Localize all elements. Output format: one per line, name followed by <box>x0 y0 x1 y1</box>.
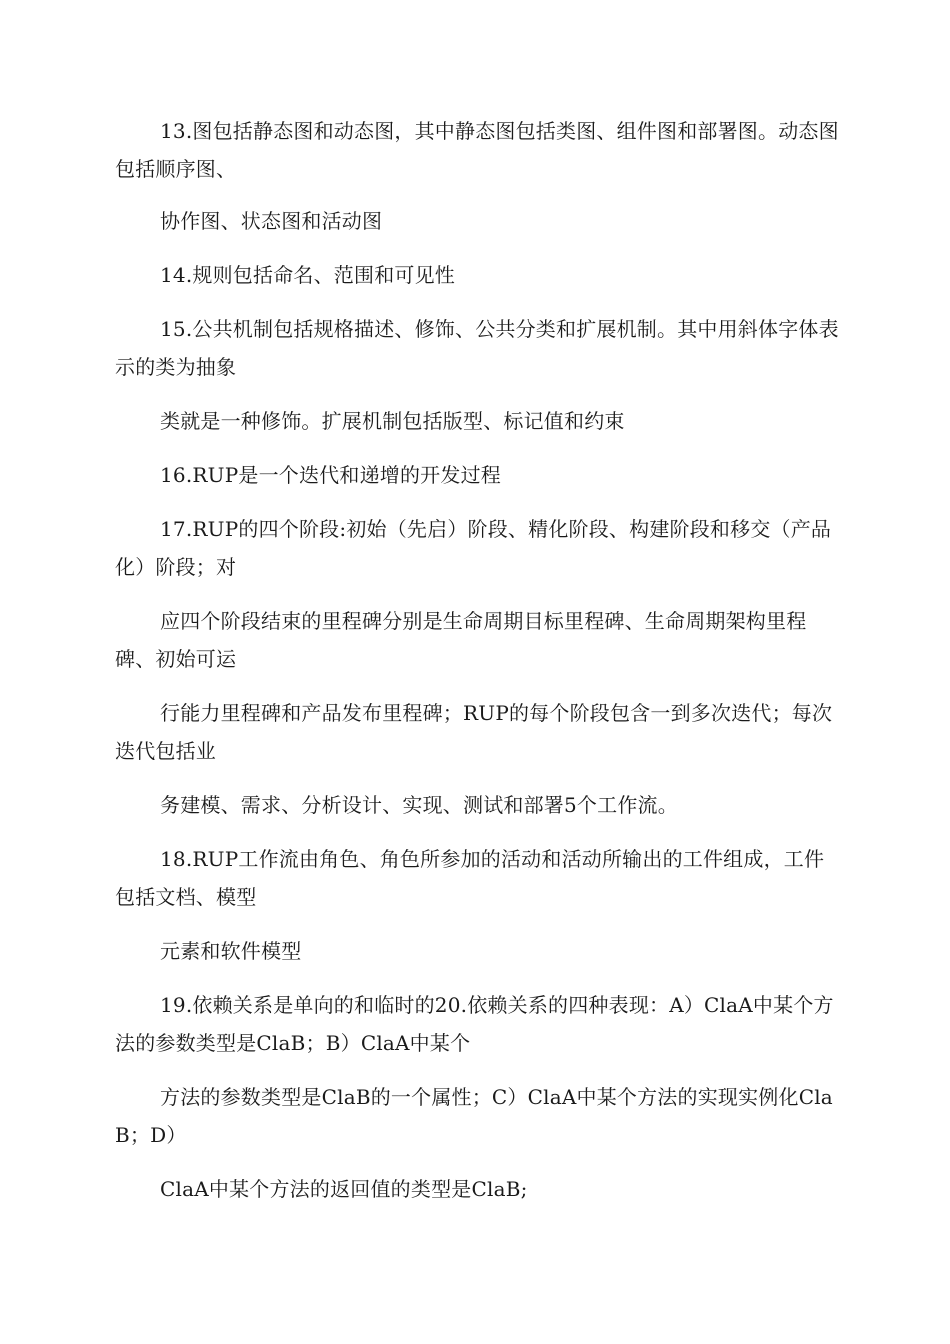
paragraph-14: 14.规则包括命名、范围和可见性 <box>160 263 456 287</box>
paragraph-17-part4: 务建模、需求、分析设计、实现、测试和部署5个工作流。 <box>160 793 678 817</box>
paragraph-13-part1: 13.图包括静态图和动态图，其中静态图包括类图、组件图和部署图。动态图包括顺序图、 <box>115 119 839 181</box>
paragraph-19-20-part1: 19.依赖关系是单向的和临时的20.依赖关系的四种表现：A）ClaA中某个方法的参数类型是ClaB；B）ClaA中某个 <box>115 993 834 1055</box>
paragraph-15-part2: 类就是一种修饰。扩展机制包括版型、标记值和约束 <box>160 409 625 433</box>
paragraph-18-part1: 18.RUP工作流由角色、角色所参加的活动和活动所输出的工件组成，工件包括文档、模型 <box>115 847 825 909</box>
paragraph-17-part2: 应四个阶段结束的里程碑分别是生命周期目标里程碑、生命周期架构里程碑、初始可运 <box>115 609 807 671</box>
paragraph-16: 16.RUP是一个迭代和递增的开发过程 <box>160 463 501 487</box>
paragraph-17-part1: 17.RUP的四个阶段:初始（先启）阶段、精化阶段、构建阶段和移交（产品化）阶段；对 <box>115 517 832 579</box>
paragraph-15-part1: 15.公共机制包括规格描述、修饰、公共分类和扩展机制。其中用斜体字体表示的类为抽象 <box>115 317 839 379</box>
paragraph-13-part2: 协作图、状态图和活动图 <box>160 209 383 233</box>
paragraph-18-part2: 元素和软件模型 <box>160 939 302 963</box>
paragraph-20-part2: 方法的参数类型是ClaB的一个属性；C）ClaA中某个方法的实现实例化ClaB；D） <box>115 1085 833 1147</box>
paragraph-20-part3: ClaA中某个方法的返回值的类型是ClaB; <box>160 1177 528 1201</box>
paragraph-17-part3: 行能力里程碑和产品发布里程碑；RUP的每个阶段包含一到多次迭代；每次迭代包括业 <box>115 701 833 763</box>
